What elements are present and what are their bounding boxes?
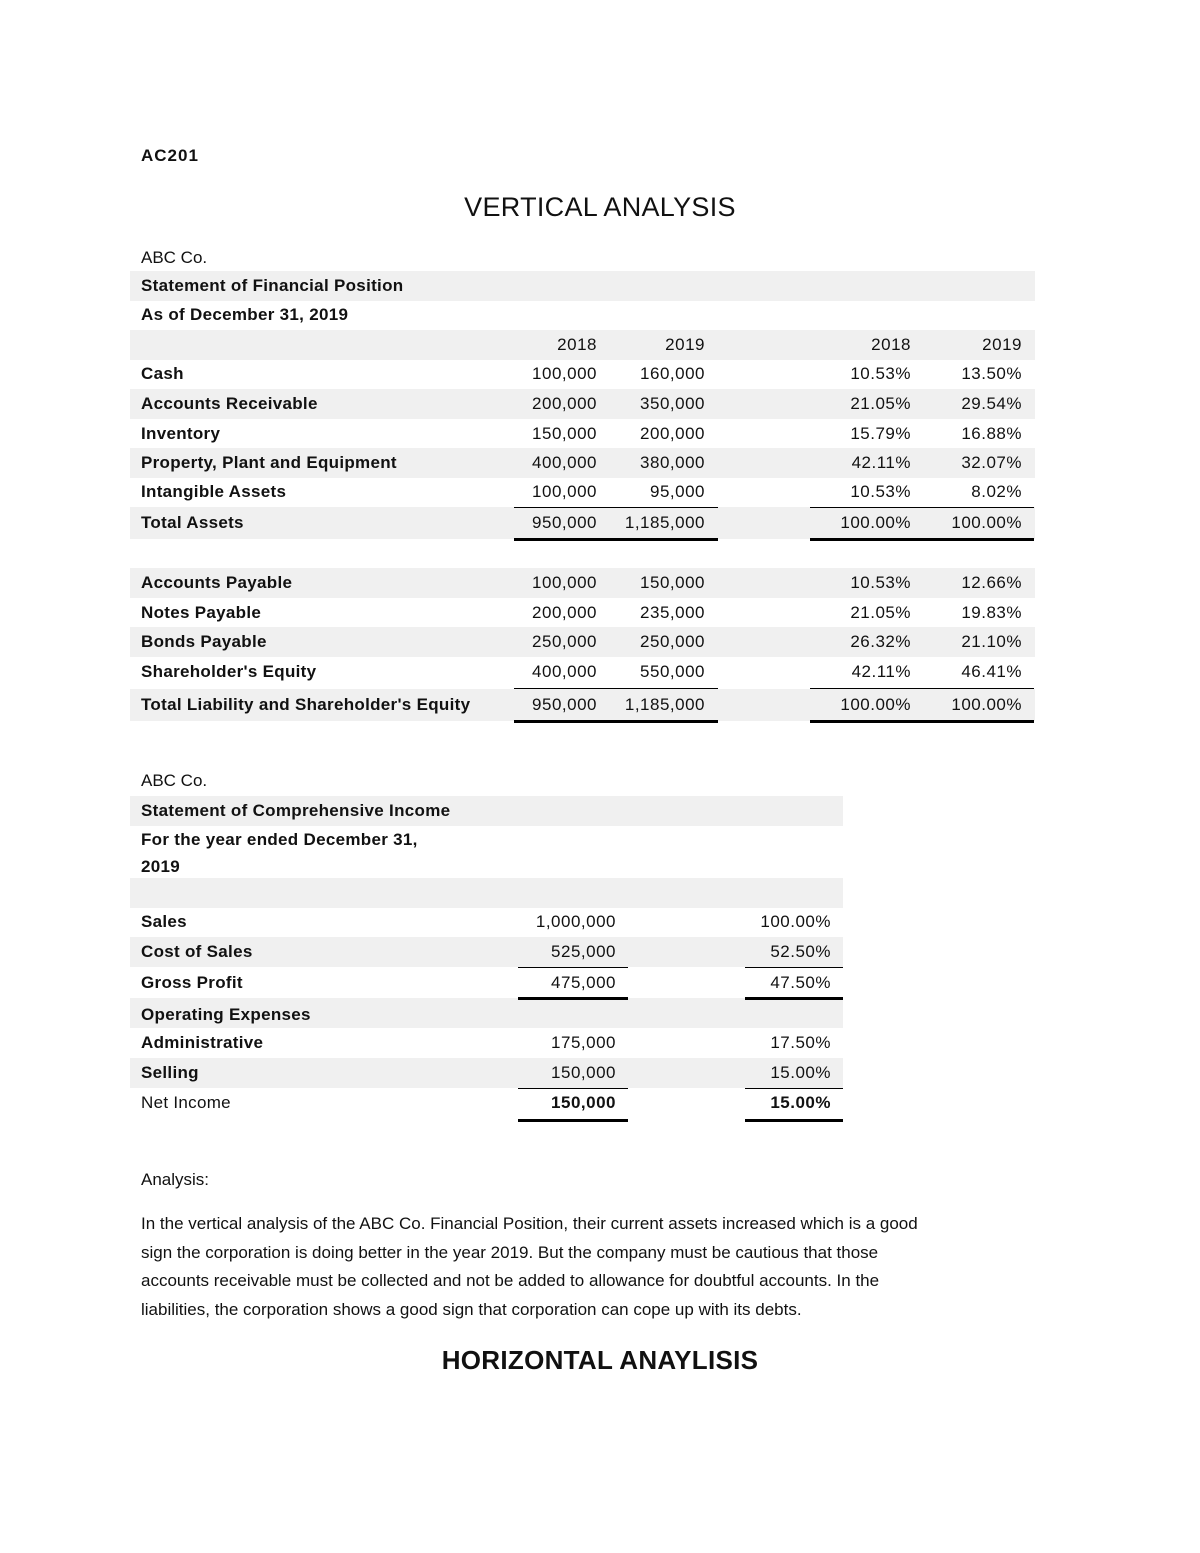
amount-2019: 200,000 (640, 424, 705, 443)
percent-2019: 8.02% (971, 482, 1022, 501)
amount-2019: 150,000 (640, 573, 705, 592)
double-underline (514, 720, 718, 723)
row-label: Total Liability and Shareholder's Equity (141, 695, 471, 714)
percent-2019: 19.83% (961, 603, 1022, 622)
row-label: Cash (141, 364, 184, 383)
row-label: Selling (141, 1063, 199, 1082)
statement-period-line1: For the year ended December 31, (141, 830, 418, 849)
row-label: Administrative (141, 1033, 264, 1052)
percent-2019: 29.54% (961, 394, 1022, 413)
header-amount-2018: 2018 (557, 335, 597, 354)
percent-2018: 42.11% (851, 453, 911, 472)
statement-date-text: As of December 31, 2019 (141, 305, 349, 324)
amount-2019: 380,000 (640, 453, 705, 472)
statement-period-line2: 2019 (141, 857, 181, 876)
row-label: Property, Plant and Equipment (141, 453, 397, 472)
double-underline (518, 1119, 628, 1122)
percent-2018: 21.05% (850, 394, 911, 413)
row-label: Intangible Assets (141, 482, 287, 501)
percent-2018: 10.53% (850, 482, 911, 501)
header-amount-2019: 2019 (665, 335, 705, 354)
header-percent-2018: 2018 (871, 335, 911, 354)
percent-2019: 21.10% (961, 632, 1022, 651)
analysis-line: sign the corporation is doing better in the year 2019. But the company must be cautious that those (141, 1242, 879, 1262)
row-label: Cost of Sales (141, 942, 253, 961)
analysis-line: accounts receivable must be collected and not be added to allowance for doubtful accounts. In the (141, 1271, 880, 1290)
amount: 150,000 (551, 1063, 616, 1082)
underline (745, 967, 843, 968)
company-name: ABC Co. (141, 248, 208, 267)
amount-2018: 400,000 (532, 453, 597, 472)
percent-2018: 21.05% (850, 603, 911, 622)
percent: 15.00% (770, 1093, 831, 1112)
underline (518, 1088, 628, 1089)
percent-2018: 42.11% (851, 662, 911, 681)
percent-2019: 46.41% (961, 662, 1022, 681)
company-name: ABC Co. (141, 771, 208, 790)
horizontal-analysis-title: HORIZONTAL ANAYLISIS (441, 1345, 759, 1375)
percent-2018: 100.00% (840, 513, 911, 532)
amount: 175,000 (551, 1033, 616, 1052)
row-label: Total Assets (141, 513, 244, 532)
percent-2018: 15.79% (850, 424, 911, 443)
percent-2018: 26.32% (850, 632, 911, 651)
amount-2018: 100,000 (532, 482, 597, 501)
row-label: Inventory (141, 424, 221, 443)
underline (514, 688, 718, 689)
underline (745, 1088, 843, 1089)
amount-2019: 350,000 (640, 394, 705, 413)
double-underline (810, 720, 1034, 723)
course-code: AC201 (141, 146, 199, 165)
amount: 150,000 (551, 1093, 616, 1112)
amount-2018: 200,000 (532, 603, 597, 622)
percent: 100.00% (760, 912, 831, 931)
amount-2018: 950,000 (532, 513, 597, 532)
statement-title-text: Statement of Financial Position (141, 276, 404, 295)
row-label: Gross Profit (141, 973, 243, 992)
amount-2019: 1,185,000 (624, 695, 705, 714)
percent-2018: 100.00% (840, 695, 911, 714)
analysis-line: liabilities, the corporation shows a good sign that corporation can cope up with its debts. (141, 1299, 802, 1319)
percent: 52.50% (770, 942, 831, 961)
amount-2018: 100,000 (532, 364, 597, 383)
percent: 47.50% (770, 973, 831, 992)
percent-2019: 32.07% (961, 453, 1022, 472)
amount: 475,000 (551, 973, 616, 992)
percent: 17.50% (770, 1033, 831, 1052)
amount: 1,000,000 (535, 912, 616, 931)
amount-2018: 400,000 (532, 662, 597, 681)
percent-2019: 16.88% (961, 424, 1022, 443)
row-label: Net Income (141, 1093, 231, 1112)
underline (514, 507, 718, 508)
underline (518, 967, 628, 968)
double-underline (745, 997, 843, 1000)
double-underline (514, 538, 718, 541)
analysis-paragraph (141, 1210, 1041, 1324)
row-label: Accounts Receivable (141, 394, 318, 413)
amount-2019: 95,000 (650, 482, 705, 501)
percent-2019: 12.66% (961, 573, 1022, 592)
double-underline (518, 997, 628, 1000)
vertical-analysis-title: VERTICAL ANALYSIS (464, 192, 736, 222)
amount-2018: 200,000 (532, 394, 597, 413)
amount-2018: 950,000 (532, 695, 597, 714)
percent-2019: 100.00% (951, 695, 1022, 714)
header-percent-2019: 2019 (982, 335, 1022, 354)
amount-2018: 250,000 (532, 632, 597, 651)
amount-2019: 250,000 (640, 632, 705, 651)
percent-2018: 10.53% (850, 364, 911, 383)
amount-2019: 235,000 (640, 603, 705, 622)
analysis-heading: Analysis: (141, 1170, 210, 1189)
row-label: Notes Payable (141, 603, 262, 622)
percent-2019: 100.00% (951, 513, 1022, 532)
amount-2019: 160,000 (640, 364, 705, 383)
double-underline (745, 1119, 843, 1122)
underline (810, 507, 1034, 508)
double-underline (810, 538, 1034, 541)
amount: 525,000 (551, 942, 616, 961)
underline (810, 688, 1034, 689)
row-label: Accounts Payable (141, 573, 293, 592)
row-label: Sales (141, 912, 187, 931)
statement-title-text: Statement of Comprehensive Income (141, 801, 451, 820)
amount-2018: 150,000 (532, 424, 597, 443)
amount-2018: 100,000 (532, 573, 597, 592)
amount-2019: 550,000 (640, 662, 705, 681)
row-label: Bonds Payable (141, 632, 267, 651)
amount-2019: 1,185,000 (624, 513, 705, 532)
percent: 15.00% (770, 1063, 831, 1082)
band (130, 878, 843, 908)
percent-2019: 13.50% (961, 364, 1022, 383)
percent-2018: 10.53% (850, 573, 911, 592)
analysis-line: In the vertical analysis of the ABC Co. Financial Position, their current assets increased which is a good (141, 1214, 918, 1233)
row-label: Shareholder's Equity (141, 662, 317, 681)
row-label: Operating Expenses (141, 1005, 311, 1024)
